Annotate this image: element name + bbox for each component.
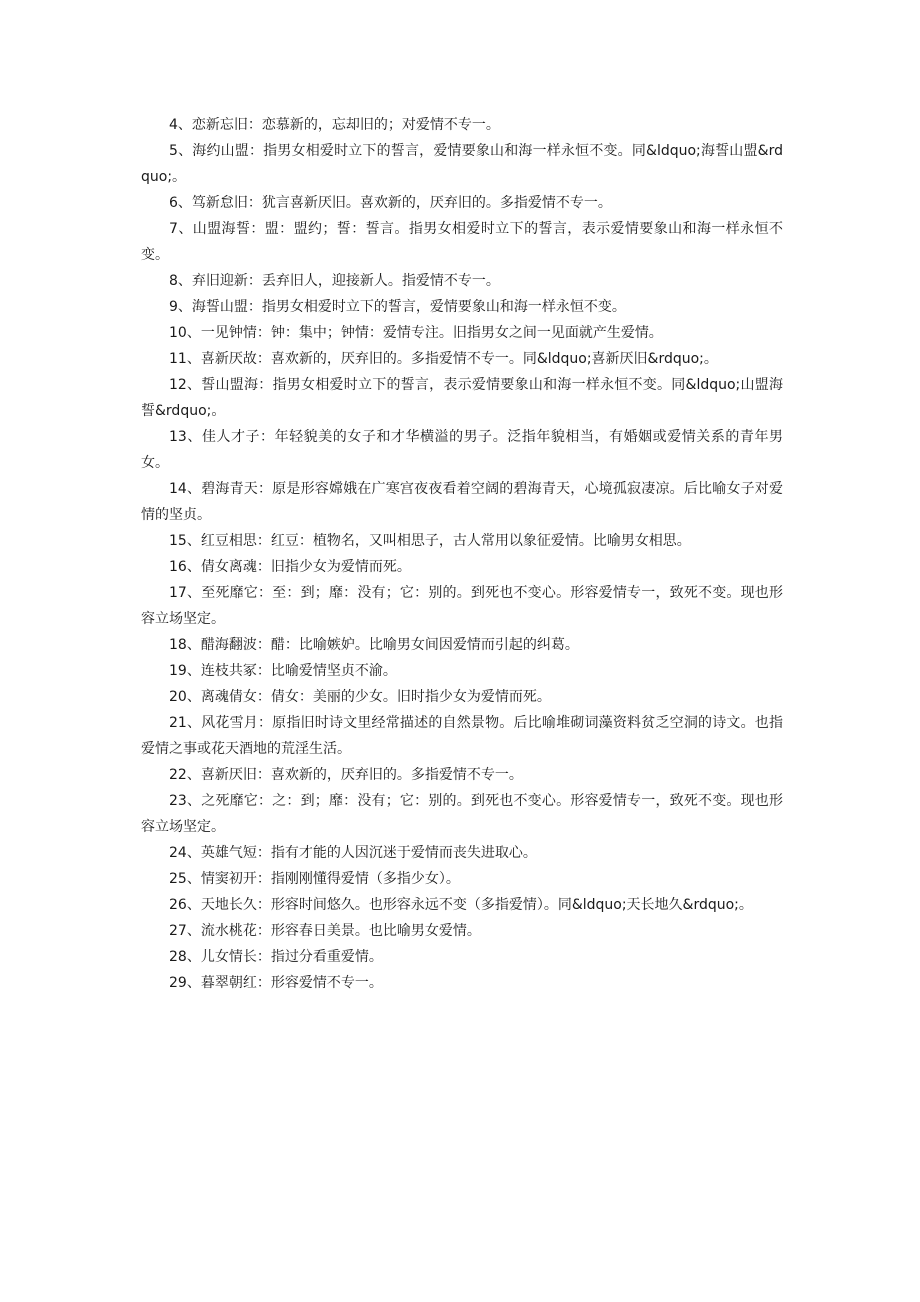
idiom-entry: 22、喜新厌旧：喜欢新的，厌弃旧的。多指爱情不专一。 — [169, 767, 523, 783]
idiom-entry: 6、笃新怠旧：犹言喜新厌旧。喜欢新的，厌弃旧的。多指爱情不专一。 — [169, 195, 612, 211]
idiom-entry: 13、佳人才子：年轻貌美的女子和才华横溢的男子。泛指年貌相当，有婚姻或爱情关系的青年男女。 — [141, 429, 783, 471]
idiom-entry: 9、海誓山盟：指男女相爱时立下的誓言，爱情要象山和海一样永恒不变。 — [169, 299, 626, 315]
idiom-entry: 20、离魂倩女：倩女：美丽的少女。旧时指少女为爱情而死。 — [169, 689, 551, 705]
idiom-entry: 7、山盟海誓：盟：盟约；誓：誓言。指男女相爱时立下的誓言，表示爱情要象山和海一样永恒不变。 — [141, 221, 783, 263]
idiom-entry: 8、弃旧迎新：丢弃旧人，迎接新人。指爱情不专一。 — [169, 273, 500, 289]
idiom-entry: 5、海约山盟：指男女相爱时立下的誓言，爱情要象山和海一样永恒不变。同&ldquo;海誓山盟&rdquo;。 — [141, 143, 783, 185]
idiom-entry: 26、天地长久：形容时间悠久。也形容永远不变（多指爱情）。同&ldquo;天长地久&rdquo;。 — [169, 897, 753, 913]
idiom-entry: 14、碧海青天：原是形容嫦娥在广寒宫夜夜看着空阔的碧海青天，心境孤寂凄凉。后比喻女子对爱情的坚贞。 — [141, 481, 783, 523]
idiom-entry: 4、恋新忘旧：恋慕新的，忘却旧的；对爱情不专一。 — [169, 117, 500, 133]
idiom-entry: 24、英雄气短：指有才能的人因沉迷于爱情而丧失进取心。 — [169, 845, 537, 861]
idiom-entry: 23、之死靡它：之：到；靡：没有；它：别的。到死也不变心。形容爱情专一，致死不变。现也形容立场坚定。 — [141, 793, 783, 835]
idiom-entry: 28、儿女情长：指过分看重爱情。 — [169, 949, 383, 965]
idiom-entry: 25、情窦初开：指刚刚懂得爱情（多指少女）。 — [169, 871, 460, 887]
idiom-entry: 10、一见钟情：钟：集中；钟情：爱情专注。旧指男女之间一见面就产生爱情。 — [169, 325, 663, 341]
idiom-entry: 21、风花雪月：原指旧时诗文里经常描述的自然景物。后比喻堆砌词藻资料贫乏空洞的诗文。也指爱情之事或花天酒地的荒淫生活。 — [141, 715, 783, 757]
idiom-entry: 16、倩女离魂：旧指少女为爱情而死。 — [169, 559, 411, 575]
idiom-entry: 29、暮翠朝红：形容爱情不专一。 — [169, 975, 383, 991]
document-body — [141, 112, 783, 996]
idiom-entry: 15、红豆相思：红豆：植物名，又叫相思子，古人常用以象征爱情。比喻男女相思。 — [169, 533, 691, 549]
idiom-entry: 11、喜新厌故：喜欢新的，厌弃旧的。多指爱情不专一。同&ldquo;喜新厌旧&rdquo;。 — [169, 351, 718, 367]
idiom-entry: 27、流水桃花：形容春日美景。也比喻男女爱情。 — [169, 923, 481, 939]
idiom-entry: 19、连枝共冢：比喻爱情坚贞不渝。 — [169, 663, 397, 679]
idiom-entry: 17、至死靡它：至：到；靡：没有；它：别的。到死也不变心。形容爱情专一，致死不变。现也形容立场坚定。 — [141, 585, 783, 627]
idiom-entry: 12、誓山盟海：指男女相爱时立下的誓言，表示爱情要象山和海一样永恒不变。同&ldquo;山盟海誓&rdquo;。 — [141, 377, 783, 419]
idiom-entry: 18、醋海翻波：醋：比喻嫉妒。比喻男女间因爱情而引起的纠葛。 — [169, 637, 579, 653]
